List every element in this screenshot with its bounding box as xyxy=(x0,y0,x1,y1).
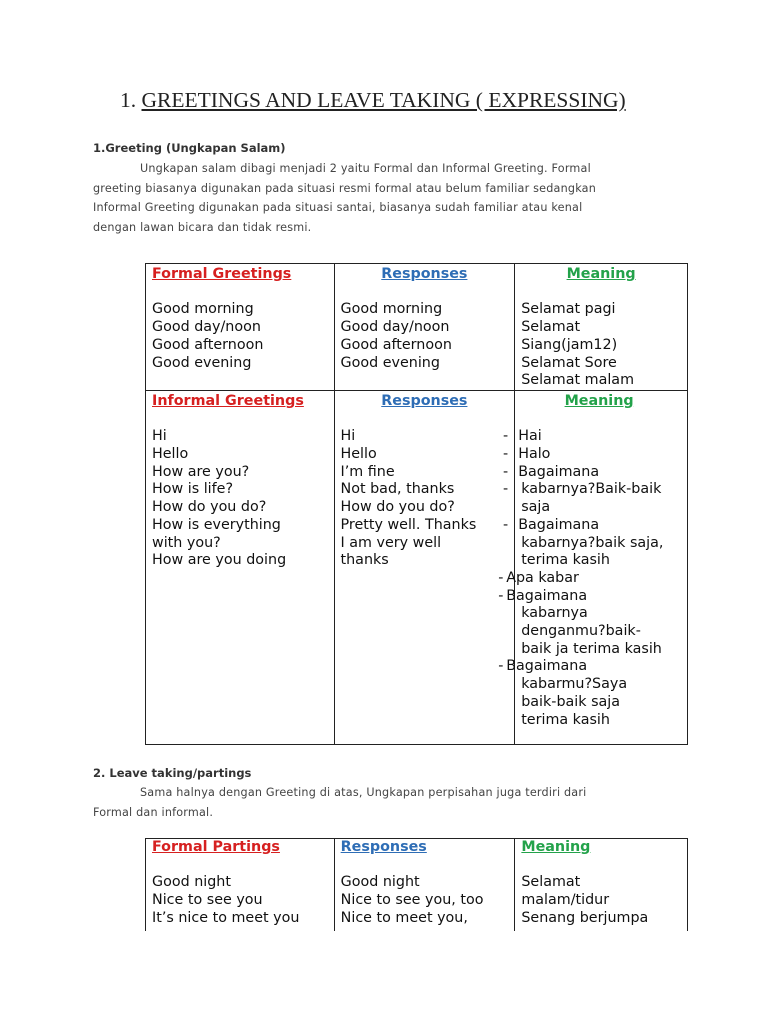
list-item: How is life? xyxy=(152,481,234,498)
table-cell xyxy=(334,390,515,744)
list-item: Hai xyxy=(518,428,542,445)
list-item: It’s nice to meet you xyxy=(152,909,300,926)
header-responses: Responses xyxy=(381,266,468,282)
table-cell xyxy=(146,264,335,391)
table-cell xyxy=(146,839,335,931)
list-item: Good evening xyxy=(340,354,440,371)
list-item: Bagaimana xyxy=(518,463,600,480)
title-text: GREETINGS AND LEAVE TAKING ( EXPRESSING) xyxy=(141,88,626,112)
list-item: I am very well xyxy=(340,534,442,551)
list-item: How do you do? xyxy=(340,499,455,516)
list-item: Pretty well. Thanks - xyxy=(340,516,509,533)
list-item: malam/tidur xyxy=(521,892,610,909)
list-item: Selamat xyxy=(521,319,581,336)
list-item: Nice to see you xyxy=(152,892,263,909)
section1-heading: 1.Greeting (Ungkapan Salam) xyxy=(93,141,286,155)
list-item: thanks xyxy=(340,552,389,569)
section1-paragraph xyxy=(93,159,675,237)
table-cell xyxy=(515,839,688,931)
list-item: Good morning xyxy=(340,301,443,318)
list-item: Selamat xyxy=(521,874,581,891)
list-item: Hi xyxy=(152,428,167,445)
list-item: Good day/noon xyxy=(340,319,450,336)
table-row xyxy=(146,839,688,931)
section2-heading: 2. Leave taking/partings xyxy=(93,766,252,780)
list-item: Nice to meet you, xyxy=(340,909,468,926)
header-meaning: Meaning xyxy=(521,839,591,855)
table-cell xyxy=(498,390,688,744)
list-item: kabarnya?Baik-baik xyxy=(521,481,662,498)
para-line: Sama halnya dengan Greeting di atas, Ungkapan perpisahan juga terdiri dari xyxy=(140,786,587,799)
list-item: Good afternoon xyxy=(340,336,452,353)
list-item: denganmu?baik- xyxy=(521,623,641,640)
list-item: Good day/noon xyxy=(152,319,261,336)
table-row xyxy=(146,264,688,391)
section2-paragraph xyxy=(93,783,675,822)
list-item: Good night xyxy=(340,874,420,891)
partings-table xyxy=(145,838,688,931)
para-line: Formal dan informal. xyxy=(93,805,214,819)
list-item: baik-baik saja xyxy=(521,693,621,710)
list-item: Good night xyxy=(152,874,231,891)
header-responses: Responses xyxy=(381,392,468,409)
title-number: 1. xyxy=(120,88,137,112)
header-meaning: Meaning xyxy=(566,266,636,282)
list-item: Good afternoon xyxy=(152,336,264,353)
list-item: Senang berjumpa xyxy=(521,909,649,926)
list-item: kabarnya?baik saja, xyxy=(521,534,664,551)
table-cell xyxy=(515,264,688,391)
list-item: How are you doing xyxy=(152,552,287,569)
list-item: Good evening xyxy=(152,354,252,371)
para-line: greeting biasanya digunakan pada situasi resmi formal atau belum familiar sedangkan xyxy=(93,181,597,195)
list-item: kabarmu?Saya xyxy=(521,676,628,693)
list-item: How do you do? xyxy=(152,499,267,516)
greetings-table xyxy=(145,263,688,745)
list-item: Hi - xyxy=(340,428,509,445)
list-item: I’m fine - xyxy=(340,463,509,480)
list-item: How are you? xyxy=(152,463,250,480)
list-item: Not bad, thanks - xyxy=(340,481,509,498)
list-item: Siang(jam12) xyxy=(521,336,618,353)
list-item: Nice to see you, too xyxy=(340,892,484,909)
list-item: - Apa kabar xyxy=(498,569,579,586)
table-cell xyxy=(146,390,335,744)
header-informal-greetings: Informal Greetings xyxy=(152,392,304,409)
list-item: Hello xyxy=(152,446,189,463)
table-cell xyxy=(334,839,515,931)
list-item: - Bagaimana xyxy=(498,587,588,604)
list-item: Halo xyxy=(518,446,551,463)
para-line: Informal Greeting digunakan pada situasi santai, biasanya sudah familiar atau kenal xyxy=(93,201,583,214)
list-item: How is everything xyxy=(152,516,281,533)
list-item: kabarnya xyxy=(521,605,588,622)
list-item: Selamat malam xyxy=(521,372,634,389)
list-item: Bagaimana xyxy=(518,516,600,533)
list-item: Hello - xyxy=(340,446,509,463)
list-item: saja xyxy=(521,499,551,516)
table-cell xyxy=(334,264,515,391)
list-item: Selamat pagi xyxy=(521,301,616,318)
list-item: Selamat Sore xyxy=(521,354,617,371)
header-meaning: Meaning xyxy=(564,392,634,409)
header-responses: Responses xyxy=(340,839,427,855)
list-item: - Bagaimana xyxy=(498,658,588,675)
list-item: Good morning xyxy=(152,301,254,318)
para-line: Ungkapan salam dibagi menjadi 2 yaitu Formal dan Informal Greeting. Formal xyxy=(140,162,591,175)
list-item: terima kasih xyxy=(521,552,610,569)
header-formal-partings: Formal Partings xyxy=(152,839,280,855)
list-item: baik ja terima kasih xyxy=(521,640,662,657)
header-formal-greetings: Formal Greetings xyxy=(152,266,292,282)
page-title xyxy=(120,88,626,113)
table-row xyxy=(146,390,688,744)
list-item: terima kasih xyxy=(521,711,610,728)
list-item: with you? xyxy=(152,534,221,551)
para-line: dengan lawan bicara dan tidak resmi. xyxy=(93,220,312,234)
